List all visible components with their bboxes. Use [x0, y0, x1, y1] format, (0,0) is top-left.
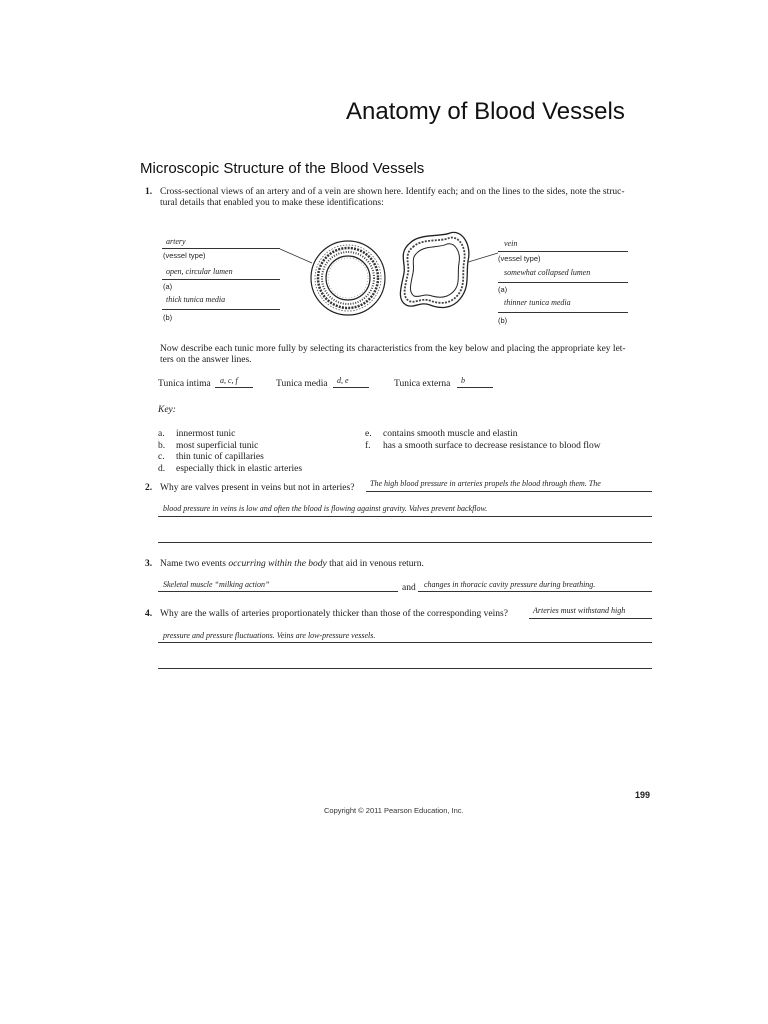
vessel-cross-sections	[270, 225, 510, 330]
q3-number: 3.	[145, 559, 153, 569]
key-letter: b.	[158, 440, 166, 451]
q3-question-pre: Name two events	[160, 559, 229, 569]
q3-question-italic: occurring within the body	[228, 559, 327, 569]
artery-type-label: (vessel type)	[163, 251, 206, 260]
page-title: Anatomy of Blood Vessels	[346, 98, 625, 125]
artery-type-line	[162, 248, 280, 249]
q3-answer1: Skeletal muscle “milking action”	[163, 580, 270, 589]
page-number: 199	[635, 790, 651, 800]
key-item-d	[158, 458, 303, 474]
q2-line2	[158, 516, 652, 517]
key-text: especially thick in elastic arteries	[176, 463, 303, 474]
q2-answer-line1: The high blood pressure in arteries propels the blood through them. The	[370, 479, 601, 488]
q2-answer-line2: blood pressure in veins is low and often the blood is flowing against gravity. Valves prevent backflow.	[163, 504, 488, 513]
tunica-media-line	[333, 387, 369, 388]
q3-and: and	[402, 583, 416, 593]
q4-line3	[158, 668, 652, 669]
q4-line2	[158, 642, 652, 643]
tunica-media-answer: d, e	[337, 376, 349, 385]
key-item-b	[158, 435, 302, 451]
key-item-a	[158, 423, 302, 439]
artery-type-answer: artery	[166, 237, 186, 246]
key-text: innermost tunic	[176, 429, 236, 439]
tunica-intima-answer: a, c, f	[220, 376, 238, 385]
tunica-externa-label: Tunica externa	[394, 379, 451, 389]
key-left-list	[158, 423, 303, 474]
artery-b-answer: thick tunica media	[166, 295, 226, 304]
describe-line2: ters on the answer lines.	[160, 355, 252, 365]
artery-a-line	[162, 279, 280, 280]
q4-number: 4.	[145, 609, 153, 619]
q3-question	[160, 559, 424, 569]
q3-question-post: that aid in venous return.	[326, 559, 424, 569]
key-text: has a smooth surface to decrease resistance to blood flow	[383, 440, 601, 451]
artery-b-label: (b)	[163, 313, 173, 322]
vein-cross-section	[400, 232, 469, 307]
artery-cross-section	[311, 241, 385, 315]
key-item-c	[158, 446, 302, 462]
vein-b-label: (b)	[498, 316, 508, 325]
q4-answer-line2: pressure and pressure fluctuations. Veins are low-pressure vessels.	[163, 631, 376, 640]
vein-a-label: (a)	[498, 285, 508, 294]
key-text: thin tunic of capillaries	[176, 452, 264, 462]
copyright: Copyright © 2011 Pearson Education, Inc.	[324, 806, 464, 815]
key-text: contains smooth muscle and elastin	[383, 429, 518, 439]
vein-a-answer: somewhat collapsed lumen	[504, 268, 591, 277]
vein-type-answer: vein	[504, 239, 518, 248]
key-letter: e.	[365, 429, 372, 439]
describe-line1: Now describe each tunic more fully by selecting its characteristics from the key below and placing the appropriate key let-	[160, 344, 626, 354]
artery-b-line	[162, 309, 280, 310]
q4-answer-line1: Arteries must withstand high	[533, 606, 626, 615]
key-letter: f.	[365, 440, 371, 451]
q4-line1	[529, 618, 652, 619]
key-letter: c.	[158, 452, 165, 462]
artery-a-answer: open, circular lumen	[166, 267, 233, 276]
q2-line3	[158, 542, 652, 543]
vein-a-line	[498, 282, 628, 283]
tunica-externa-line	[457, 387, 493, 388]
q3-line2	[418, 591, 652, 592]
key-letter: a.	[158, 429, 165, 439]
vein-leader-line	[465, 253, 498, 263]
q3-answer2: changes in thoracic cavity pressure during breathing.	[424, 580, 596, 589]
q2-question: Why are valves present in veins but not in arteries?	[160, 483, 355, 493]
key-right-list	[365, 423, 601, 451]
key-item-f	[365, 435, 601, 451]
tunica-externa-answer: b	[461, 376, 465, 385]
q4-question: Why are the walls of arteries proportionately thicker than those of the corresponding veins?	[160, 609, 508, 619]
artery-leader-line	[280, 249, 312, 263]
key-letter: d.	[158, 463, 166, 474]
section-title: Microscopic Structure of the Blood Vessels	[140, 160, 425, 177]
tunica-intima-label: Tunica intima	[158, 379, 211, 389]
vein-b-line	[498, 312, 628, 313]
key-title: Key:	[158, 405, 176, 415]
vein-b-answer: thinner tunica media	[504, 298, 571, 307]
q3-line1	[158, 591, 398, 592]
q1-number: 1.	[145, 187, 153, 197]
tunica-media-label: Tunica media	[276, 379, 328, 389]
vein-type-label: (vessel type)	[498, 254, 541, 263]
q2-line1	[366, 491, 652, 492]
tunica-intima-line	[215, 387, 253, 388]
key-text: most superficial tunic	[176, 440, 259, 451]
q1-text	[160, 187, 660, 209]
key-item-e	[365, 423, 601, 439]
describe-text	[160, 344, 626, 366]
q1-text-line1: Cross-sectional views of an artery and of a vein are shown here. Identify each; and on the lines to the sides, note the struc-	[160, 187, 625, 197]
vein-type-line	[498, 251, 628, 252]
q1-text-line2: tural details that enabled you to make these identifications:	[160, 198, 384, 208]
artery-a-label: (a)	[163, 282, 173, 291]
q2-number: 2.	[145, 483, 153, 493]
